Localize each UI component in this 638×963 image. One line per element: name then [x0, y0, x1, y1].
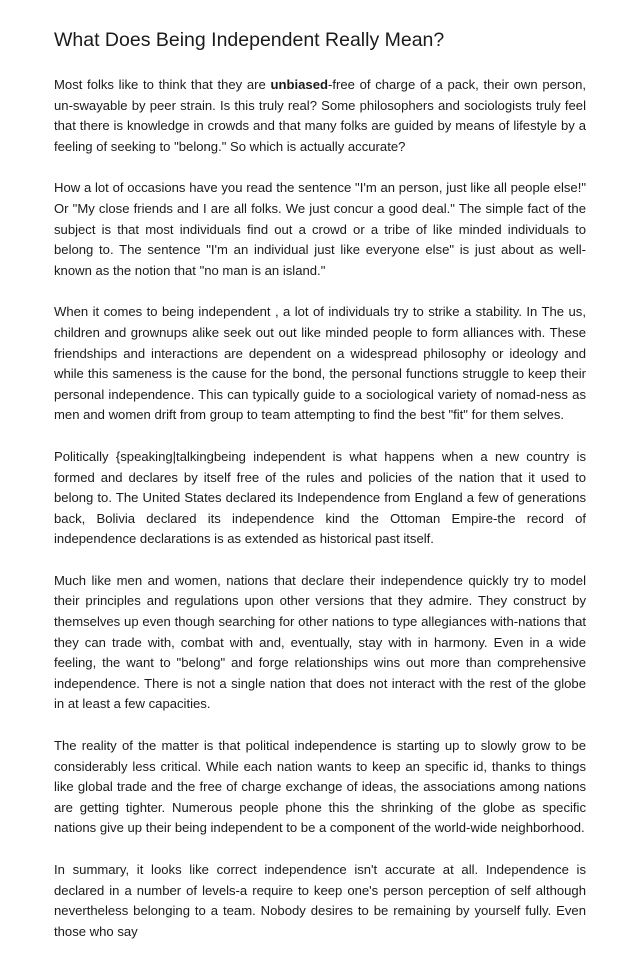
paragraph-3: When it comes to being independent , a lot of individuals try to strike a stability. In The us, children and grownups alike seek out out like minded people to form alliances with. These friendships and interactions are dependent on a widespread philosophy or ideology and while this sameness is the cause for the bond, the personal functions struggle to keep their personal independence. This can typically guide to a sociological variety of nomad-ness as men and women drift from group to team attempting to find the best "fit" for them selves. — [54, 304, 586, 423]
paragraph-1-bold-word: unbiased — [270, 77, 328, 92]
document-page — [54, 27, 586, 963]
paragraph-7: In summary, it looks like correct independence isn't accurate at all. Independence is declared in a number of levels-a require to keep one's person perception of self although nevertheless belonging to a team. Nobody desires to be remaining by yourself fully. Even those who say — [54, 862, 586, 939]
paragraph-1-text-start: Most folks like to think that they are — [54, 77, 271, 92]
page-title: What Does Being Independent Really Mean? — [54, 29, 445, 51]
paragraph-2: How a lot of occasions have you read the sentence "I'm an person, just like all people else!" Or "My close friends and I are all folks. We just concur a good deal." The simple fact of the subject is that most individuals find out a crowd or a tribe of like minded individuals to belong to. The sentence "I'm an individual just like everyone else" is just about as well-known as the notion that "no man is an island." — [54, 180, 586, 278]
paragraph-1 — [54, 75, 586, 157]
paragraph-1-text-end: -free of charge of a pack, their own person, un-swayable by peer strain. Is this truly real? Some philosophers and sociologists truly feel that there is knowledge in crowds and that many folks are guided by means of lifestyle by a feeling of seeking to "belong." So which is actually accurate? — [54, 77, 586, 154]
paragraph-4: Politically {speaking|talkingbeing independent is what happens when a new country is formed and declares by itself free of the rules and policies of the nation that it used to belong to. The United States declared its Independence from England a few of generations back, Bolivia declared its independence kind the Ottoman Empire-the record of independence declarations is as extended as historical past itself. — [54, 448, 586, 547]
paragraph-6: The reality of the matter is that political independence is starting up to slowly grow to be considerably less critical. While each nation wants to keep an specific id, thanks to things like global trade and the free of charge exchange of ideas, the associations among nations are getting tighter. Numerous people phone this the shrinking of the globe as specific nations give up their being independent to be a component of the world-wide neighborhood. — [54, 738, 586, 836]
paragraph-5: Much like men and women, nations that declare their independence quickly try to model their principles and regulations upon other versions that they admire. They construct by themselves up even though searching for other nations to type allegiances with-nations that they can trade with, combat with and, eventually, stay with in harmony. Even in a wide feeling, the want to "belong" and forge relationships wins out more than comprehensive independence. There is not a single nation that does not interact with the rest of the globe in at least a few capacities. — [54, 572, 586, 712]
